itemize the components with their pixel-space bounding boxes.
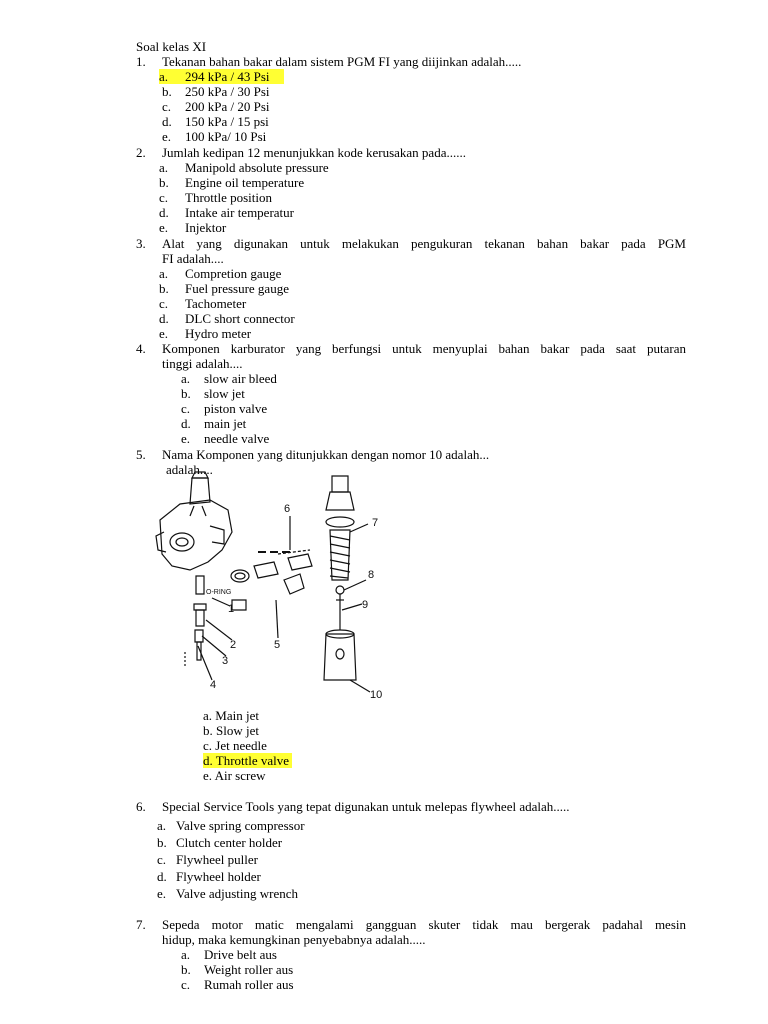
answer-option: d. Intake air temperatur	[159, 205, 294, 220]
question-text: Special Service Tools yang tepat digunakan untuk melepas flywheel adalah.....	[162, 799, 570, 814]
question-number: 2.	[136, 145, 146, 160]
answer-option: c. Tachometer	[159, 296, 247, 311]
answer-option: b. slow jet	[181, 386, 245, 401]
question-text: FI adalah....	[162, 251, 224, 266]
clip-part-8	[336, 586, 344, 594]
figure-label-4: 4	[210, 679, 217, 691]
figure-label-oring: O-RING	[206, 589, 232, 596]
question-number: 6.	[136, 799, 146, 814]
throttle-valve-10	[324, 634, 356, 680]
carburetor-body	[160, 500, 232, 570]
question-text: tinggi adalah....	[162, 356, 243, 371]
carburetor-exploded-diagram	[150, 470, 400, 702]
answer-option: d. Flywheel holder	[157, 869, 261, 884]
figure-label-8: 8	[368, 569, 375, 581]
answer-option: a. 294 kPa / 43 Psi	[159, 69, 284, 84]
o-ring	[231, 570, 249, 582]
question-text: Alat yang digunakan untuk melakukan pengukuran tekanan bahan bakar pada PGM	[162, 236, 686, 251]
jet-part-3	[195, 630, 203, 642]
answer-option: e. needle valve	[181, 431, 270, 446]
carburetor-bore	[170, 533, 194, 551]
question-number: 4.	[136, 341, 146, 356]
cap-part	[332, 476, 348, 492]
figure-label-5: 5	[274, 639, 281, 651]
question-text: Sepeda motor matic mengalami gangguan skuter tidak mau bergerak padahal mesin	[162, 917, 686, 932]
answer-option: a. Valve spring compressor	[157, 818, 305, 833]
question-text: Komponen karburator yang berfungsi untuk menyuplai bahan bakar pada saat putaran	[162, 341, 686, 356]
jet-part-1	[196, 576, 204, 594]
question-text: adalah....	[166, 462, 213, 477]
question-text: Nama Komponen yang ditunjukkan dengan nomor 10 adalah...	[162, 447, 490, 462]
answer-option: d. DLC short connector	[159, 311, 295, 326]
question-text: hidup, maka kemungkinan penyebabnya adalah.....	[162, 932, 426, 947]
washer-part	[326, 517, 354, 527]
figure-label-2: 2	[230, 639, 237, 651]
answer-option: e. Air screw	[203, 768, 266, 783]
answer-option: b. Clutch center holder	[157, 835, 283, 850]
answer-option: a. slow air bleed	[181, 371, 277, 386]
answer-option: d. Throttle valve	[203, 753, 292, 768]
answer-option: c. Throttle position	[159, 190, 273, 205]
throttle-part	[284, 574, 304, 594]
figure-label-1: 1	[228, 603, 235, 615]
answer-option: c. 200 kPa / 20 Psi	[162, 99, 270, 114]
answer-option: d. 150 kPa / 15 psi	[162, 114, 269, 129]
answer-option: c. piston valve	[181, 401, 268, 416]
question-number: 3.	[136, 236, 146, 251]
answer-option: a. Manipold absolute pressure	[159, 160, 329, 175]
answer-option: b. Weight roller aus	[181, 962, 294, 977]
answer-option: b. Engine oil temperature	[159, 175, 305, 190]
figure-label-7: 7	[372, 517, 379, 529]
answer-option: a. Compretion gauge	[159, 266, 282, 281]
answer-option: e. 100 kPa/ 10 Psi	[162, 129, 267, 144]
question-number: 1.	[136, 54, 146, 69]
answer-option: c. Rumah roller aus	[181, 977, 294, 992]
answer-option: e. Valve adjusting wrench	[157, 886, 299, 901]
answer-option: b. Slow jet	[203, 723, 259, 738]
figure-label-9: 9	[362, 599, 369, 611]
jet-part-2	[196, 610, 204, 626]
spring-part	[254, 562, 278, 578]
figure-label-6: 6	[284, 503, 291, 515]
answer-option: a. Main jet	[203, 708, 259, 723]
figure-label-3: 3	[222, 655, 229, 667]
answer-option: b. 250 kPa / 30 Psi	[162, 84, 270, 99]
question-number: 7.	[136, 917, 146, 932]
answer-option: e. Hydro meter	[159, 326, 252, 341]
figure-label-10: 10	[370, 689, 383, 701]
question-text: Jumlah kedipan 12 menunjukkan kode kerusakan pada......	[162, 145, 466, 160]
question-number: 5.	[136, 447, 146, 462]
question-text: Tekanan bahan bakar dalam sistem PGM FI yang diijinkan adalah.....	[162, 54, 522, 69]
page-title: Soal kelas XI	[136, 39, 207, 54]
answer-option: c. Jet needle	[203, 738, 267, 753]
